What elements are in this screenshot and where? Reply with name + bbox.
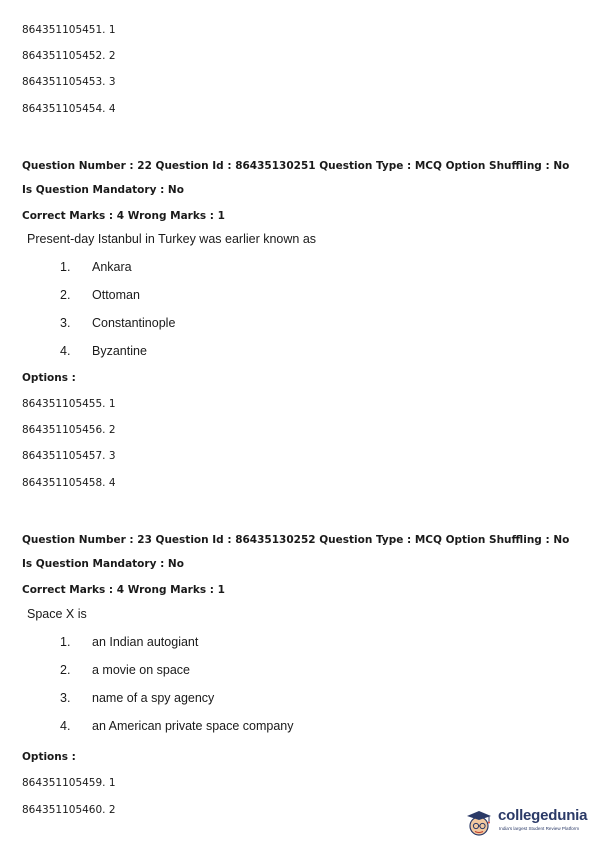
choice-label: an American private space company <box>92 719 294 733</box>
choice-item <box>60 690 214 706</box>
option-id: 864351105459. 1 <box>22 777 116 789</box>
choice-item <box>60 343 147 359</box>
option-id: 864351105460. 2 <box>22 804 116 816</box>
options-label: Options : <box>22 751 76 763</box>
choice-label: a movie on space <box>92 663 190 677</box>
graduation-cap-icon <box>464 808 494 838</box>
collegedunia-logo <box>464 806 592 838</box>
choice-number: 1. <box>60 260 71 274</box>
choice-item <box>60 634 198 650</box>
logo-name: collegedunia <box>498 807 588 824</box>
choice-number: 2. <box>60 663 71 677</box>
option-id: 864351105457. 3 <box>22 450 116 462</box>
choice-number: 3. <box>60 316 71 330</box>
choice-item <box>60 662 190 678</box>
option-id: 864351105453. 3 <box>22 76 116 88</box>
choice-label: Ankara <box>92 260 132 274</box>
question-mandatory: Is Question Mandatory : No <box>22 558 184 570</box>
option-id: 864351105454. 4 <box>22 103 116 115</box>
choice-number: 1. <box>60 635 71 649</box>
option-id: 864351105451. 1 <box>22 24 116 36</box>
logo-tagline: India's largest Student Review Platform <box>499 826 580 831</box>
option-id: 864351105452. 2 <box>22 50 116 62</box>
question-marks: Correct Marks : 4 Wrong Marks : 1 <box>22 210 225 222</box>
choice-label: name of a spy agency <box>92 691 215 705</box>
choice-number: 4. <box>60 344 71 358</box>
question-text: Present-day Istanbul in Turkey was earlier known as <box>27 232 317 246</box>
choice-label: Byzantine <box>92 344 147 358</box>
question-marks: Correct Marks : 4 Wrong Marks : 1 <box>22 584 225 596</box>
choice-item <box>60 259 132 275</box>
choice-label: Constantinople <box>92 316 176 330</box>
option-id: 864351105455. 1 <box>22 398 116 410</box>
choice-item <box>60 718 294 734</box>
choice-item <box>60 287 140 303</box>
choice-number: 4. <box>60 719 71 733</box>
question-header: Question Number : 23 Question Id : 86435130252 Question Type : MCQ Option Shuffling : No <box>22 534 570 546</box>
choice-item <box>60 315 175 331</box>
choice-number: 3. <box>60 691 71 705</box>
choice-number: 2. <box>60 288 71 302</box>
choice-label: an Indian autogiant <box>92 635 199 649</box>
question-mandatory: Is Question Mandatory : No <box>22 184 184 196</box>
choice-label: Ottoman <box>92 288 140 302</box>
option-id: 864351105458. 4 <box>22 477 116 489</box>
question-text: Space X is <box>27 607 87 621</box>
option-id: 864351105456. 2 <box>22 424 116 436</box>
options-label: Options : <box>22 372 76 384</box>
question-header: Question Number : 22 Question Id : 86435130251 Question Type : MCQ Option Shuffling : No <box>22 160 570 172</box>
